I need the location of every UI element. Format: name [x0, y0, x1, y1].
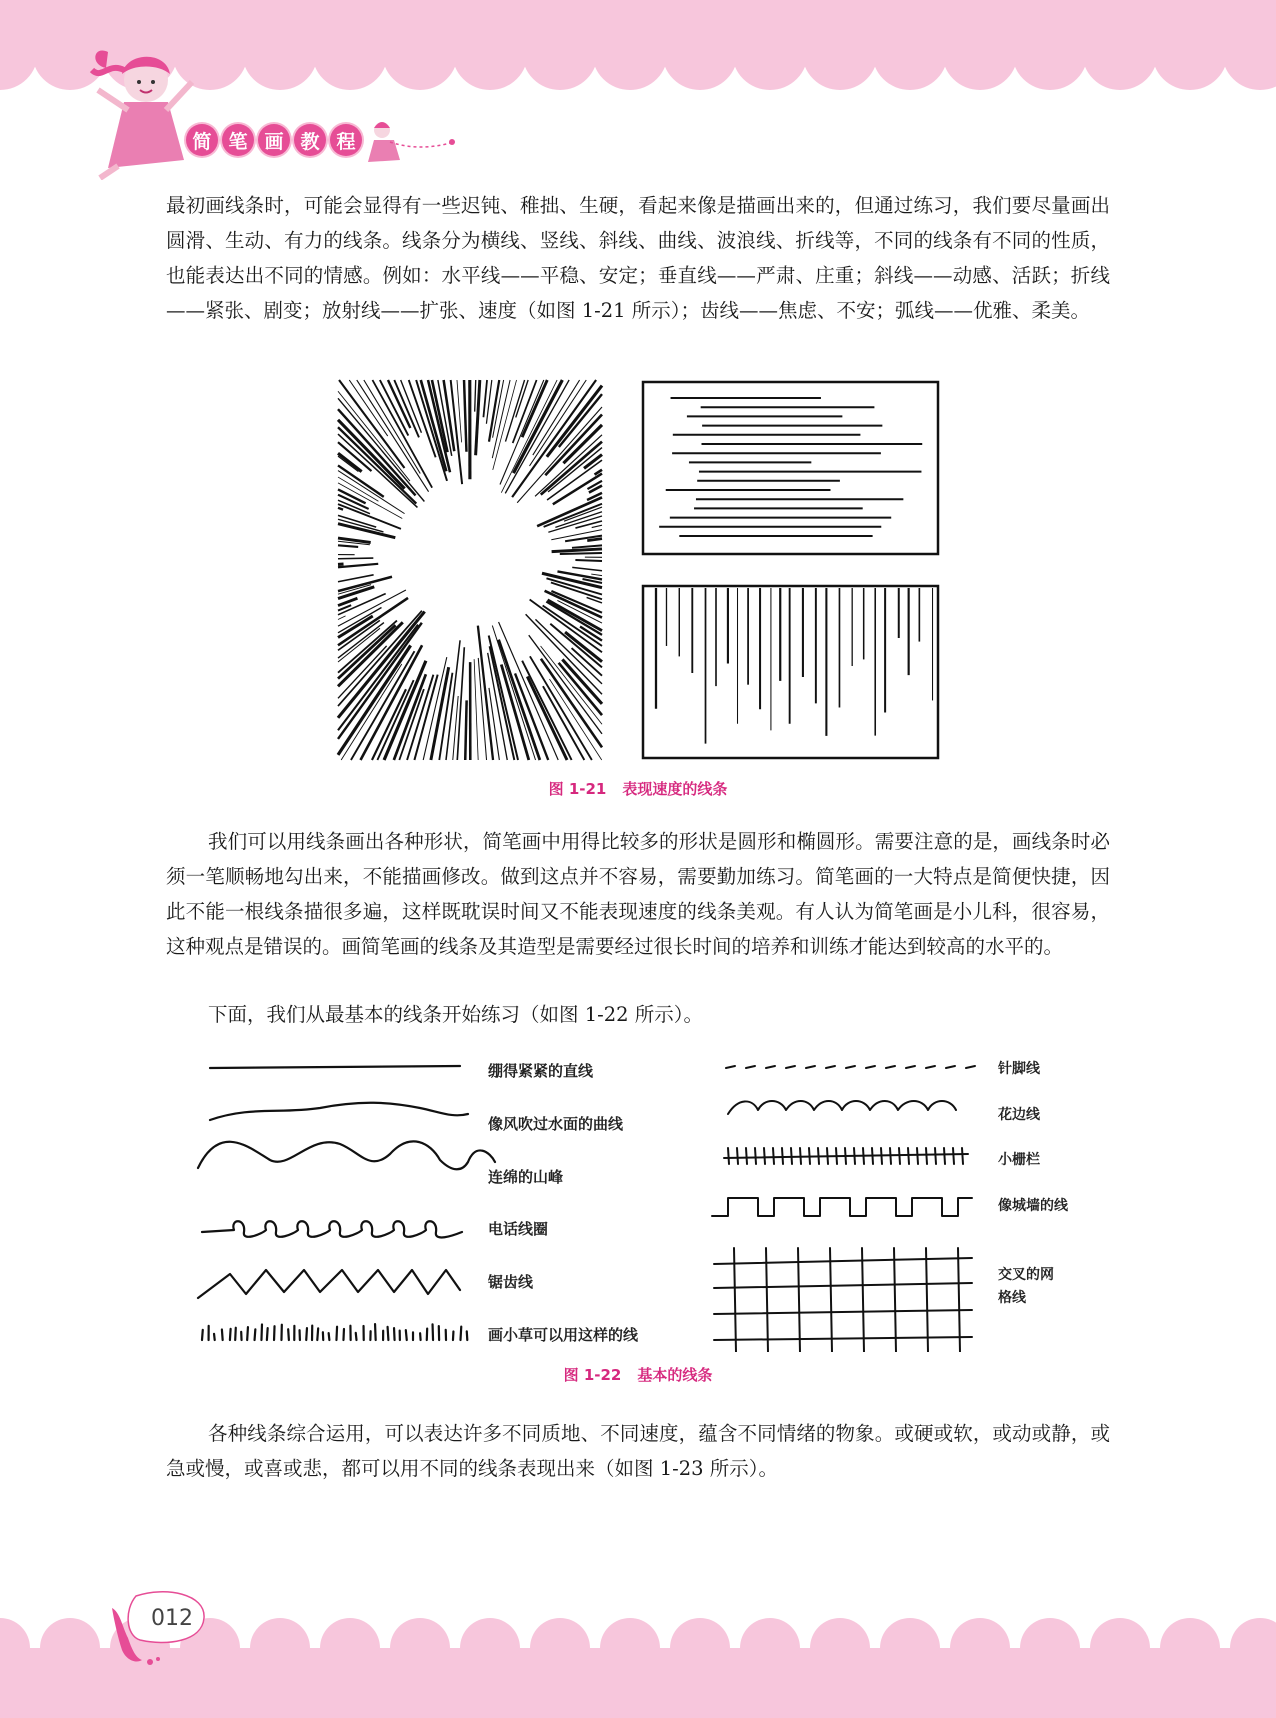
- line-label: 画小草可以用这样的线: [488, 1326, 639, 1344]
- line-label: 像城墙的线: [998, 1198, 1068, 1214]
- line-label: 针脚线: [998, 1061, 1040, 1077]
- figure-title: 基本的线条: [637, 1366, 713, 1384]
- book-title: [186, 124, 362, 156]
- line-label: 交叉的网格线: [998, 1267, 1054, 1306]
- body-paragraph: 最初画线条时，可能会显得有一些迟钝、稚拙、生硬，看起来像是描画出来的，但通过练习，我们要尽量画出圆滑、生动、有力的线条。线条分为横线、竖线、斜线、曲线、波浪线、折线等，不同的线条有不同的性质，也能表达出不同的情感。例如：水平线——平稳、安定；垂直线——严肃、庄重；斜线——动感、活跃；折线——紧张、剧变；放射线——扩张、速度（如图 1-21 所示）；齿线——焦虑、不安；弧线——优雅、柔美。: [166, 194, 1110, 322]
- figure-title: 表现速度的线条: [622, 780, 728, 798]
- wave-line-sample: [210, 1103, 468, 1120]
- grass-line-sample: [202, 1324, 467, 1340]
- line-label: 锯齿线: [488, 1273, 534, 1291]
- figure-number: 图 1-22: [563, 1366, 622, 1384]
- book-title-char: 教: [294, 124, 326, 156]
- body-paragraph: 下面，我们从最基本的线条开始练习（如图 1-22 所示）。: [208, 1003, 703, 1026]
- small-fairy-icon: [360, 112, 460, 172]
- figure-caption-1-21: [0, 778, 1276, 799]
- coil-line-sample: [202, 1221, 462, 1237]
- book-title-char: 程: [330, 124, 362, 156]
- page-number: 012: [151, 1605, 193, 1631]
- figure-speed-lines: [330, 374, 950, 766]
- zigzag-line-sample: [198, 1270, 460, 1298]
- book-title-char: 笔: [222, 124, 254, 156]
- line-label: 电话线圈: [488, 1220, 549, 1238]
- castle-wall-line-sample: [712, 1198, 972, 1216]
- fairy-girl-mascot-icon: [88, 40, 208, 180]
- line-label: 花边线: [998, 1107, 1040, 1123]
- body-paragraph: 各种线条综合运用，可以表达许多不同质地、不同速度，蕴含不同情绪的物象。或硬或软，或动或静，或急或慢，或喜或悲，都可以用不同的线条表现出来（如图 1-23 所示）。: [166, 1422, 1110, 1480]
- body-paragraph: 我们可以用线条画出各种形状，简笔画中用得比较多的形状是圆形和椭圆形。需要注意的是，画线条时必须一笔顺畅地勾出来，不能描画修改。做到这点并不容易，需要勤加练习。简笔画的一大特点是简便快捷，因此不能一根线条描很多遍，这样既耽误时间又不能表现速度的线条美观。有人认为简笔画是小儿科，很容易，这种观点是错误的。画简笔画的线条及其造型是需要经过很长时间的培养和训练才能达到较高的水平的。: [166, 830, 1110, 958]
- straight-line-sample: [210, 1066, 460, 1068]
- figure-basic-lines: [190, 1042, 1090, 1352]
- book-title-char: 画: [258, 124, 290, 156]
- line-label: 小栅栏: [998, 1152, 1040, 1168]
- mountain-line-sample: [198, 1141, 495, 1169]
- lace-line-sample: [728, 1101, 956, 1114]
- book-title-char: 简: [186, 124, 218, 156]
- figure-number: 图 1-21: [548, 780, 607, 798]
- page-number-badge: [106, 1586, 216, 1668]
- fence-line-sample: [724, 1148, 968, 1164]
- line-label: 绷得紧紧的直线: [488, 1062, 594, 1080]
- grid-line-sample: [714, 1248, 972, 1352]
- stitch-line-sample: [726, 1066, 975, 1068]
- line-label: 连绵的山峰: [488, 1168, 564, 1186]
- figure-caption-1-22: [0, 1364, 1276, 1385]
- radial-burst-lines: [338, 380, 602, 760]
- line-label: 像风吹过水面的曲线: [488, 1115, 624, 1133]
